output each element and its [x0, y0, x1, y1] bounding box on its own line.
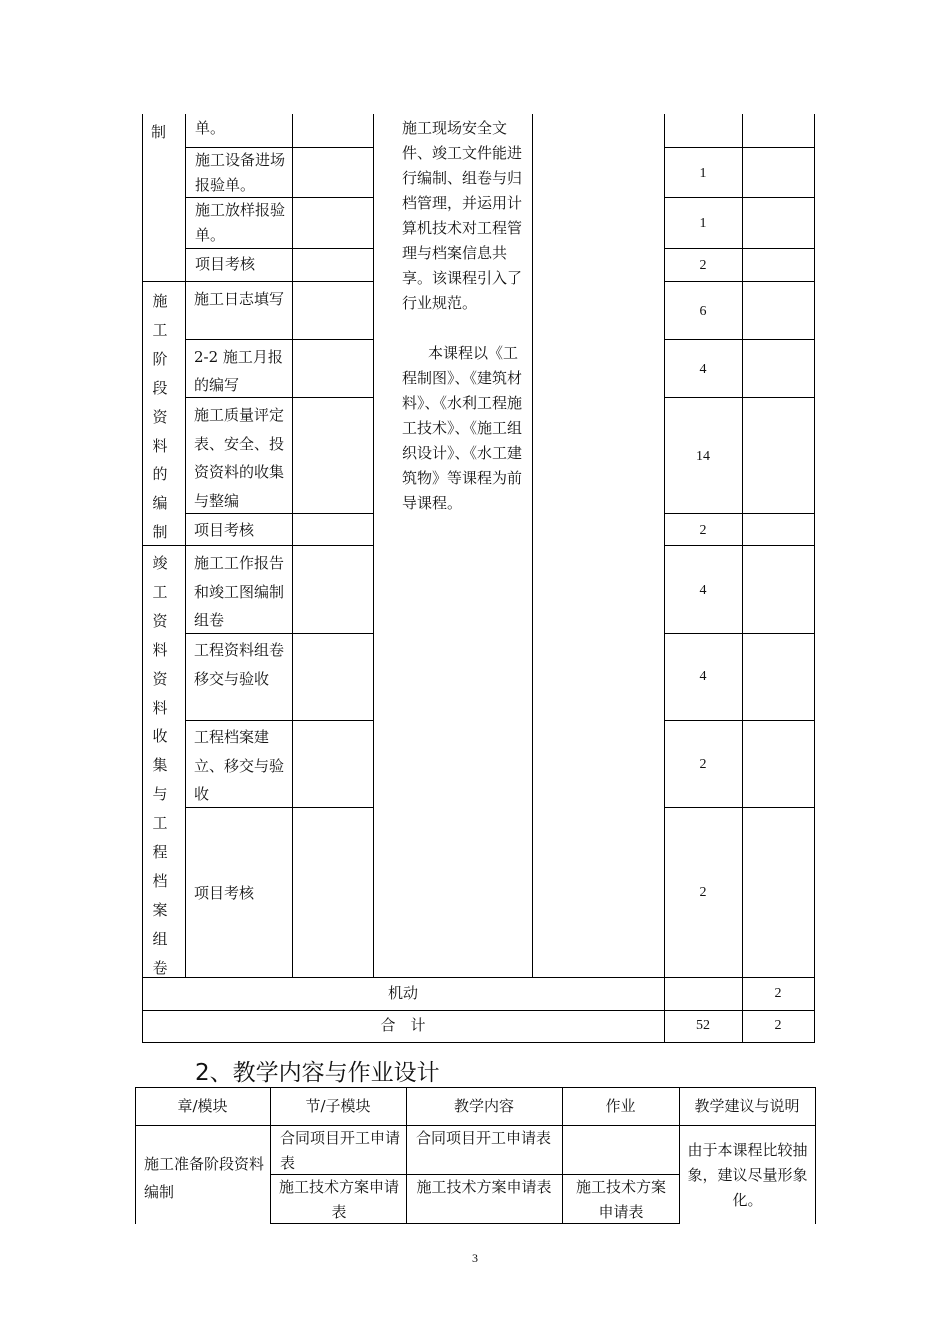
table-row-item: 施工设备进场报验单。	[195, 151, 286, 194]
total-row-hours: 52	[696, 1018, 710, 1033]
section-cell: 施工技术方案申请表	[278, 1178, 399, 1221]
section-cell: 合同项目开工申请表	[280, 1129, 401, 1172]
column-header-content: 教学内容	[453, 1097, 514, 1115]
table-row-hours: 2	[699, 523, 707, 538]
table-row-hours: 14	[696, 449, 710, 464]
flex-row-extra: 2	[774, 986, 782, 1001]
table-row-hours: 4	[699, 669, 707, 684]
chapter-label-tail: 制	[151, 123, 167, 141]
table-row-hours: 2	[699, 757, 707, 772]
course-description-paragraph: 施工现场安全文件、竣工文件能进行编制、组卷与归档管理，并运用计算机技术对工程管理与档案信息共享。该课程引入了行业规范。	[402, 119, 523, 312]
table-row-hours: 2	[699, 258, 707, 273]
course-prerequisites-paragraph: 本课程以《工程制图》、《建筑材料》、《水利工程施工技术》、《施工组织设计》、《水工建筑物》等课程为前导课程。	[402, 344, 523, 512]
chapter-label-completion-stage: 竣工资料资料收集与工程档案组卷	[152, 554, 168, 977]
table-row-hours: 1	[699, 166, 707, 181]
table-row-item: 项目考核	[194, 521, 255, 539]
content-cell: 施工技术方案申请表	[416, 1178, 552, 1196]
chapter-cell: 施工准备阶段资料编制	[144, 1155, 265, 1201]
table-row-item: 施工日志填写	[194, 290, 285, 308]
column-header-chapter: 章/模块	[177, 1097, 228, 1115]
advice-cell: 由于本课程比较抽象，建议尽量形象化。	[687, 1141, 808, 1209]
section-heading: 2、教学内容与作业设计	[195, 1060, 440, 1086]
table-row-hours: 2	[699, 885, 707, 900]
table-row-hours: 4	[699, 362, 707, 377]
page-number: 3	[472, 1251, 478, 1265]
flex-row-label: 机动	[387, 984, 418, 1002]
table-row-item: 施工工作报告和竣工图编制组卷	[194, 554, 285, 629]
homework-cell: 施工技术方案申请表	[575, 1178, 666, 1221]
table-row-item: 施工质量评定表、安全、投资资料的收集与整编	[194, 406, 285, 510]
table-row-item: 施工放样报验单。	[195, 201, 286, 244]
total-row-label: 合 计	[380, 1016, 426, 1034]
content-cell: 合同项目开工申请表	[416, 1129, 552, 1147]
column-header-advice: 教学建议与说明	[694, 1097, 800, 1115]
table-row-hours: 4	[699, 583, 707, 598]
table-row-item: 工程资料组卷移交与验收	[194, 641, 285, 688]
column-header-homework: 作业	[605, 1097, 636, 1115]
table-row-item: 项目考核	[194, 884, 255, 902]
column-header-section: 节/子模块	[305, 1097, 371, 1115]
table-row-hours: 1	[699, 216, 707, 231]
total-row-extra: 2	[774, 1018, 782, 1033]
table-row-item: 2-2 施工月报的编写	[194, 348, 283, 394]
table-row-hours: 6	[699, 304, 707, 319]
table-row-item: 单。	[195, 119, 226, 137]
chapter-label-construction-stage: 施工阶段资料的编制	[152, 292, 168, 542]
table-row-item: 项目考核	[195, 255, 256, 273]
table-row-item: 工程档案建立、移交与验收	[194, 728, 285, 803]
